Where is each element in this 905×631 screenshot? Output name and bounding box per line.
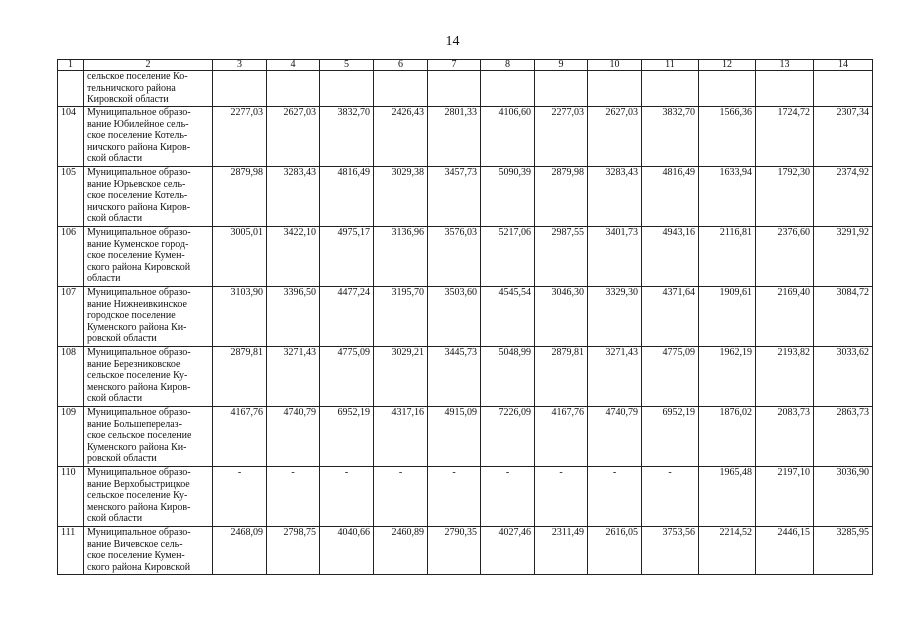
- value-cell: 4027,46: [481, 527, 535, 575]
- municipality-name: [84, 107, 213, 167]
- table-row: [58, 467, 873, 527]
- value-cell: 4167,76: [213, 407, 267, 467]
- value-cell: 2987,55: [535, 227, 588, 287]
- municipality-name-line: Куменского района Ки-: [87, 441, 187, 453]
- value-cell: 2798,75: [267, 527, 320, 575]
- municipality-name-line: Муниципальное образо-: [87, 407, 191, 418]
- value-cell: 3046,30: [535, 287, 588, 347]
- value-cell: 3283,43: [588, 167, 642, 227]
- municipality-name-line: ское поселение Котель-: [87, 190, 188, 201]
- municipality-name-line: вание Юрьевское сель-: [87, 178, 186, 190]
- municipality-name-line: ское поселение Кумен-: [87, 550, 185, 561]
- value-cell: 2376,60: [756, 227, 814, 287]
- value-cell: [756, 71, 814, 107]
- municipality-name-line: ской области: [87, 213, 143, 224]
- value-cell: [814, 71, 873, 107]
- value-cell: 6952,19: [642, 407, 699, 467]
- value-cell: 2446,15: [756, 527, 814, 575]
- value-cell: -: [588, 467, 642, 527]
- value-cell: 3029,38: [374, 167, 428, 227]
- municipality-name-line: ского района Кировской: [87, 261, 191, 273]
- value-cell: 5090,39: [481, 167, 535, 227]
- value-cell: 4106,60: [481, 107, 535, 167]
- municipality-name-line: ской области: [87, 153, 143, 164]
- value-cell: 4740,79: [267, 407, 320, 467]
- municipality-name-line: вание Вичевское сель-: [87, 538, 183, 550]
- column-header: 4: [267, 60, 320, 71]
- value-cell: 4816,49: [320, 167, 374, 227]
- value-cell: 4371,64: [642, 287, 699, 347]
- value-cell: 3576,03: [428, 227, 481, 287]
- municipality-name-line: сельское поселение Ко-: [87, 71, 188, 82]
- municipality-name-line: вание Большеперелаз-: [87, 418, 182, 430]
- value-cell: [213, 71, 267, 107]
- value-cell: -: [642, 467, 699, 527]
- row-number: 104: [58, 107, 84, 167]
- value-cell: 2311,49: [535, 527, 588, 575]
- municipality-name: [84, 527, 213, 575]
- value-cell: [374, 71, 428, 107]
- municipality-name-line: Муниципальное образо-: [87, 107, 191, 118]
- value-cell: 4915,09: [428, 407, 481, 467]
- municipality-name-line: ское сельское поселение: [87, 430, 192, 441]
- column-header: 14: [814, 60, 873, 71]
- value-cell: 2426,43: [374, 107, 428, 167]
- column-header: 6: [374, 60, 428, 71]
- value-cell: [588, 71, 642, 107]
- table-body: [58, 71, 873, 575]
- row-number: 105: [58, 167, 84, 227]
- column-header: 9: [535, 60, 588, 71]
- value-cell: [320, 71, 374, 107]
- municipality-name-line: ровской области: [87, 333, 157, 344]
- table-row: [58, 287, 873, 347]
- value-cell: 2277,03: [213, 107, 267, 167]
- municipality-name-line: Муниципальное образо-: [87, 347, 191, 358]
- value-cell: 2374,92: [814, 167, 873, 227]
- value-cell: [428, 71, 481, 107]
- value-cell: 2214,52: [699, 527, 756, 575]
- column-header: 2: [84, 60, 213, 71]
- municipality-name-line: ской области: [87, 513, 143, 524]
- value-cell: 1962,19: [699, 347, 756, 407]
- value-cell: 1724,72: [756, 107, 814, 167]
- value-cell: 3271,43: [267, 347, 320, 407]
- value-cell: 4040,66: [320, 527, 374, 575]
- municipality-name: [84, 167, 213, 227]
- value-cell: 4775,09: [642, 347, 699, 407]
- value-cell: 1876,02: [699, 407, 756, 467]
- municipality-name-line: Муниципальное образо-: [87, 287, 191, 298]
- value-cell: 3422,10: [267, 227, 320, 287]
- row-number: [58, 71, 84, 107]
- value-cell: 1792,30: [756, 167, 814, 227]
- value-cell: 3401,73: [588, 227, 642, 287]
- page-number: 14: [445, 34, 460, 49]
- data-table: [57, 59, 873, 575]
- municipality-name-line: тельничского района: [87, 82, 176, 94]
- municipality-name-line: ничского района Киров-: [87, 141, 191, 153]
- municipality-name: [84, 467, 213, 527]
- municipality-name: [84, 347, 213, 407]
- municipality-name-line: ровской области: [87, 453, 157, 464]
- row-number: 108: [58, 347, 84, 407]
- row-number: 107: [58, 287, 84, 347]
- value-cell: -: [213, 467, 267, 527]
- value-cell: 2193,82: [756, 347, 814, 407]
- value-cell: 3033,62: [814, 347, 873, 407]
- value-cell: 2879,98: [213, 167, 267, 227]
- municipality-name-line: ничского района Киров-: [87, 201, 191, 213]
- value-cell: 2790,35: [428, 527, 481, 575]
- value-cell: -: [267, 467, 320, 527]
- value-cell: 2863,73: [814, 407, 873, 467]
- municipality-name-line: Муниципальное образо-: [87, 467, 191, 478]
- column-header: 5: [320, 60, 374, 71]
- municipality-name-line: ское поселение Котель-: [87, 130, 188, 141]
- row-number: 106: [58, 227, 84, 287]
- value-cell: 6952,19: [320, 407, 374, 467]
- column-header: 8: [481, 60, 535, 71]
- table-row: [58, 527, 873, 575]
- table-row: [58, 71, 873, 107]
- value-cell: 7226,09: [481, 407, 535, 467]
- value-cell: 3445,73: [428, 347, 481, 407]
- municipality-name: [84, 227, 213, 287]
- value-cell: 4477,24: [320, 287, 374, 347]
- value-cell: 2083,73: [756, 407, 814, 467]
- value-cell: 1566,36: [699, 107, 756, 167]
- municipality-name-line: ское поселение Кумен-: [87, 250, 185, 261]
- municipality-name-line: ской области: [87, 393, 143, 404]
- row-number: 110: [58, 467, 84, 527]
- value-cell: 5048,99: [481, 347, 535, 407]
- municipality-name: [84, 287, 213, 347]
- municipality-name: [84, 71, 213, 107]
- table-row: [58, 107, 873, 167]
- value-cell: 3753,56: [642, 527, 699, 575]
- municipality-name-line: Муниципальное образо-: [87, 227, 191, 238]
- value-cell: 3103,90: [213, 287, 267, 347]
- table-row: [58, 407, 873, 467]
- value-cell: 3832,70: [320, 107, 374, 167]
- value-cell: [481, 71, 535, 107]
- value-cell: 4816,49: [642, 167, 699, 227]
- municipality-name-line: ского района Кировской: [87, 561, 191, 573]
- value-cell: 3285,95: [814, 527, 873, 575]
- value-cell: 3005,01: [213, 227, 267, 287]
- table-row: [58, 167, 873, 227]
- value-cell: 4943,16: [642, 227, 699, 287]
- value-cell: 4545,54: [481, 287, 535, 347]
- value-cell: -: [320, 467, 374, 527]
- value-cell: 4975,17: [320, 227, 374, 287]
- municipality-name-line: Кировской области: [87, 94, 169, 105]
- table-row: [58, 347, 873, 407]
- value-cell: -: [374, 467, 428, 527]
- value-cell: 4740,79: [588, 407, 642, 467]
- municipality-name-line: Муниципальное образо-: [87, 527, 191, 538]
- value-cell: 2116,81: [699, 227, 756, 287]
- municipality-name-line: менского района Киров-: [87, 381, 191, 393]
- value-cell: [642, 71, 699, 107]
- value-cell: 2801,33: [428, 107, 481, 167]
- municipality-name: [84, 407, 213, 467]
- municipality-name-line: вание Верхобыстрицкое: [87, 478, 190, 490]
- value-cell: 5217,06: [481, 227, 535, 287]
- value-cell: 2277,03: [535, 107, 588, 167]
- value-cell: 4775,09: [320, 347, 374, 407]
- value-cell: 2879,81: [535, 347, 588, 407]
- value-cell: 3283,43: [267, 167, 320, 227]
- value-cell: 3136,96: [374, 227, 428, 287]
- value-cell: 2197,10: [756, 467, 814, 527]
- value-cell: 2879,98: [535, 167, 588, 227]
- column-header: 3: [213, 60, 267, 71]
- municipality-name-line: вание Березниковское: [87, 358, 181, 370]
- value-cell: 1909,61: [699, 287, 756, 347]
- value-cell: 3036,90: [814, 467, 873, 527]
- value-cell: 2627,03: [588, 107, 642, 167]
- value-cell: 1633,94: [699, 167, 756, 227]
- column-header: 10: [588, 60, 642, 71]
- table-row: [58, 227, 873, 287]
- value-cell: 3396,50: [267, 287, 320, 347]
- value-cell: 1965,48: [699, 467, 756, 527]
- value-cell: [699, 71, 756, 107]
- value-cell: 2627,03: [267, 107, 320, 167]
- value-cell: -: [428, 467, 481, 527]
- municipality-name-line: Муниципальное образо-: [87, 167, 191, 178]
- municipality-name-line: вание Куменское город-: [87, 238, 189, 250]
- value-cell: 3329,30: [588, 287, 642, 347]
- value-cell: 2879,81: [213, 347, 267, 407]
- value-cell: -: [535, 467, 588, 527]
- value-cell: 4167,76: [535, 407, 588, 467]
- column-header: 1: [58, 60, 84, 71]
- value-cell: 3291,92: [814, 227, 873, 287]
- municipality-name-line: городское поселение: [87, 310, 176, 321]
- header-row: [58, 60, 873, 71]
- value-cell: -: [481, 467, 535, 527]
- value-cell: 2616,05: [588, 527, 642, 575]
- value-cell: 3503,60: [428, 287, 481, 347]
- column-header: 12: [699, 60, 756, 71]
- value-cell: [535, 71, 588, 107]
- value-cell: 3457,73: [428, 167, 481, 227]
- column-header: 7: [428, 60, 481, 71]
- value-cell: 2169,40: [756, 287, 814, 347]
- column-header: 11: [642, 60, 699, 71]
- municipality-name-line: вание Нижнеивкинское: [87, 298, 187, 310]
- row-number: 111: [58, 527, 84, 575]
- row-number: 109: [58, 407, 84, 467]
- value-cell: 3084,72: [814, 287, 873, 347]
- municipality-name-line: менского района Киров-: [87, 501, 191, 513]
- value-cell: 3195,70: [374, 287, 428, 347]
- value-cell: 2468,09: [213, 527, 267, 575]
- value-cell: 3832,70: [642, 107, 699, 167]
- value-cell: 3029,21: [374, 347, 428, 407]
- value-cell: 4317,16: [374, 407, 428, 467]
- value-cell: 2460,89: [374, 527, 428, 575]
- municipality-name-line: Куменского района Ки-: [87, 321, 187, 333]
- value-cell: 3271,43: [588, 347, 642, 407]
- municipality-name-line: области: [87, 273, 121, 284]
- value-cell: 2307,34: [814, 107, 873, 167]
- municipality-name-line: сельское поселение Ку-: [87, 490, 188, 501]
- municipality-name-line: вание Юбилейное сель-: [87, 118, 189, 130]
- value-cell: [267, 71, 320, 107]
- column-header: 13: [756, 60, 814, 71]
- municipality-name-line: сельское поселение Ку-: [87, 370, 188, 381]
